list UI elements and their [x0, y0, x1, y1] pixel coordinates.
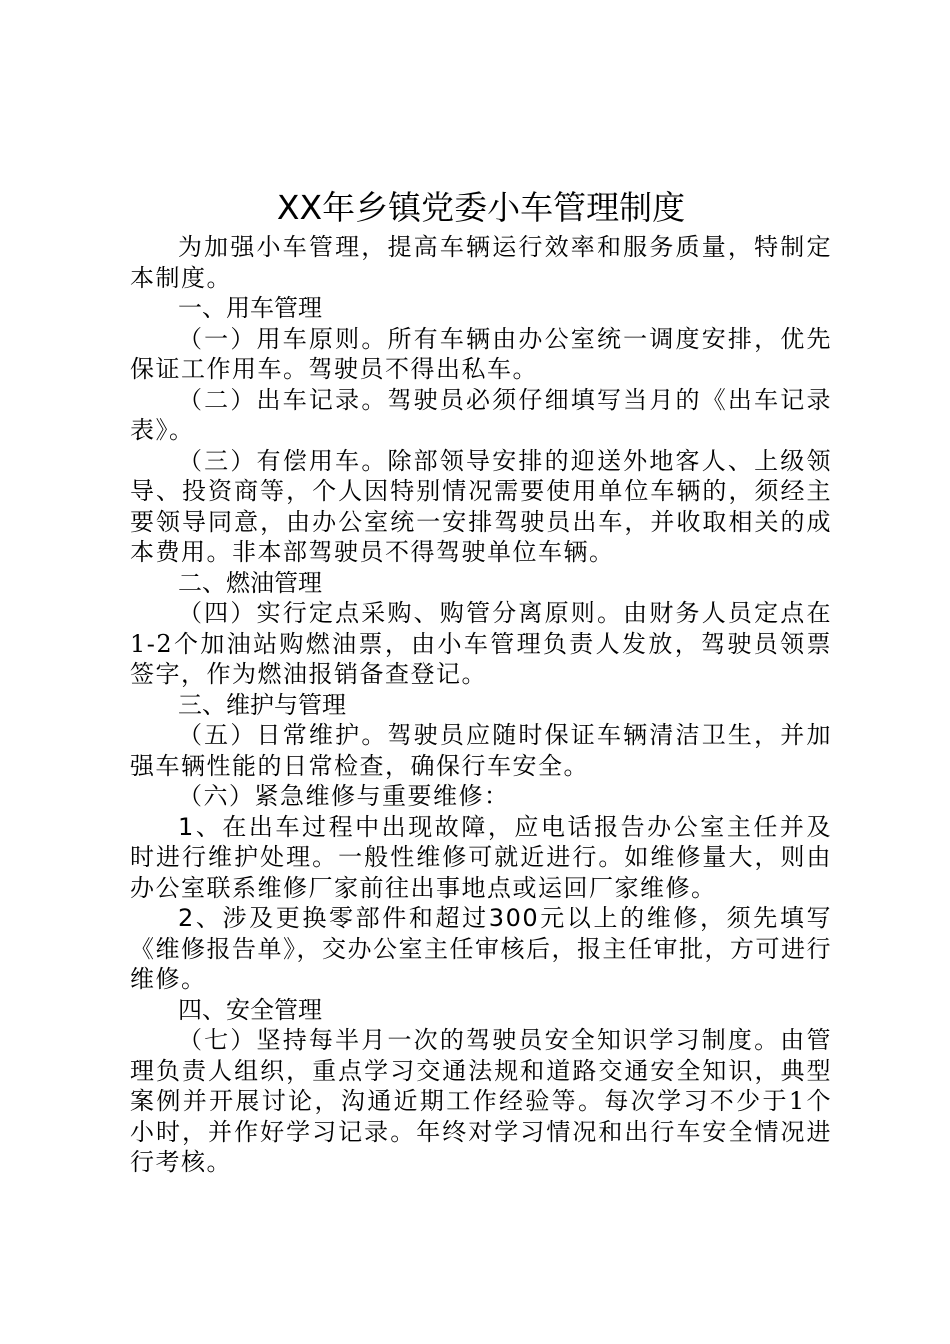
intro-paragraph: 为加强小车管理，提高车辆运行效率和服务质量，特制定本制度。 — [130, 233, 832, 292]
clause-paragraph — [130, 598, 832, 690]
clause-lead: （一）用车原则 — [178, 324, 362, 353]
clause-lead: （三）有偿用车 — [178, 446, 362, 475]
document-title: XX年乡镇党委小车管理制度 — [276, 188, 686, 227]
clause-lead: （二）出车记录 — [178, 385, 362, 414]
clause-paragraph — [130, 781, 832, 812]
clause-text: 。所有车辆由办公室统一调度安排，优先保证工作用车。驾驶员不得出私车。 — [130, 324, 832, 383]
section-heading: 三、维护与管理 — [178, 690, 346, 719]
clause-paragraph — [130, 720, 832, 781]
clause-paragraph — [130, 1025, 832, 1178]
clause-paragraph — [130, 324, 832, 385]
clause-lead: （六）紧急维修与重要维修： — [178, 782, 510, 810]
clause-text: 。除部领导安排的迎送外地客人、上级领导、投资商等，个人因特别情况需要使用单位车辆的，须经主要领导同意，由办公室统一安排驾驶员出车，并收取相关的成本费用。非本部驾驶员不得驾驶单位车辆。 — [130, 446, 832, 566]
document-page — [130, 186, 832, 1178]
clause-paragraph — [130, 446, 832, 568]
clause-text: 。驾驶员必须仔细填写当月的《出车记录表》。 — [130, 385, 832, 444]
clause-paragraph — [130, 903, 832, 995]
clause-text: 。由财务人员定点在1-2个加油站购燃油票，由小车管理负责人发放，驾驶员领票签字，作为燃油报销备查登记。 — [130, 599, 832, 688]
section-heading: 二、燃油管理 — [178, 568, 322, 597]
clause-lead: 1、在出车过程中出现故障，应电话报告办公室主任并及时进行维护处理 — [130, 812, 832, 871]
clause-lead: 2、涉及更换零部件和超过300元以上的维修，须先填写《维修报告单》，交办公室主任审核后，报主任审批，方可进行维修。 — [130, 904, 832, 993]
clause-lead: （七）坚持每半月一次的驾驶员安全知识学习制度 — [178, 1026, 755, 1054]
clause-lead: （五）日常维护 — [178, 721, 362, 749]
clause-paragraph — [130, 385, 832, 446]
section-heading: 四、安全管理 — [178, 995, 322, 1024]
clause-text: 。由管理负责人组织，重点学习交通法规和道路交通安全知识，典型案例并开展讨论，沟通近期工作经验等。每次学习不少于1个小时，并作好学习记录。年终对学习情况和出行车安全情况进行考核。 — [130, 1026, 832, 1176]
section-heading: 一、用车管理 — [178, 294, 322, 322]
clause-text: 。一般性维修可就近进行。如维修量大，则由办公室联系维修厂家前往出事地点或运回厂家维修。 — [130, 843, 833, 902]
clause-paragraph — [130, 812, 832, 904]
clause-lead: （四）实行定点采购、购管分离原则 — [178, 599, 597, 627]
clause-text: 。驾驶员应随时保证车辆清洁卫生，并加强车辆性能的日常检查，确保行车安全。 — [130, 721, 832, 780]
